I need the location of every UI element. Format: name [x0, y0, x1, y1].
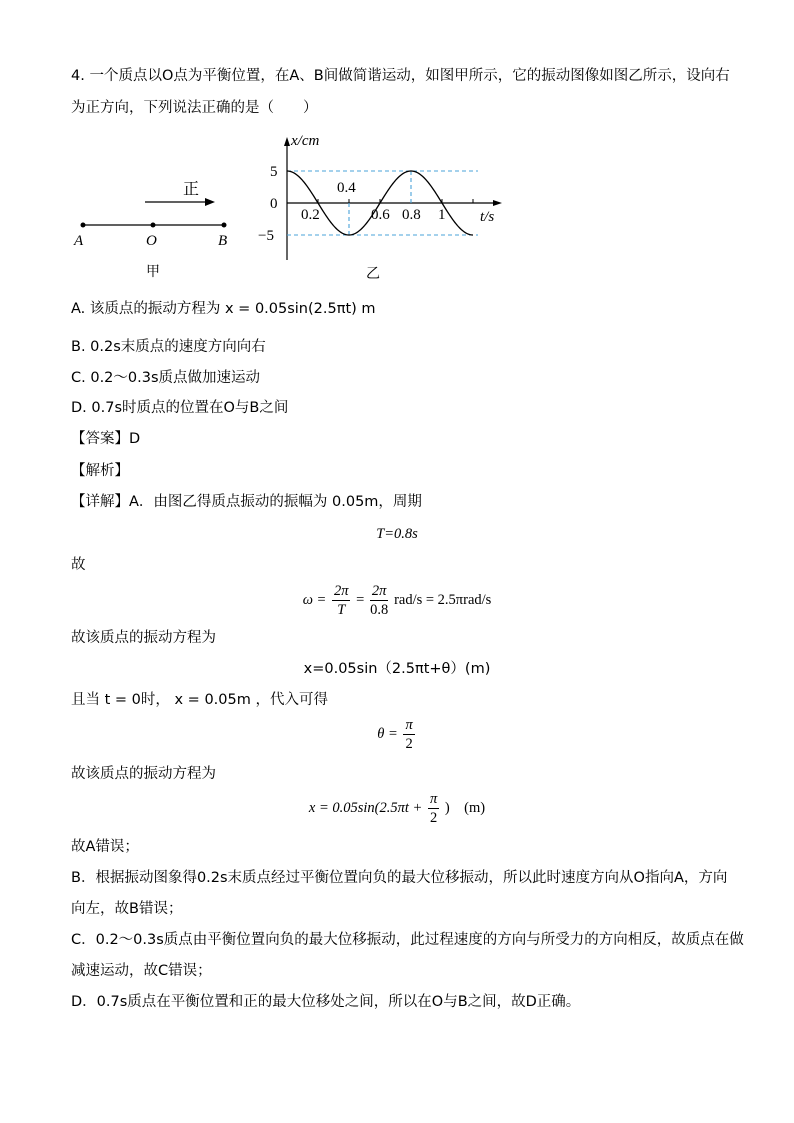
figure-yi-caption: 乙: [366, 266, 380, 282]
y-axis-label: x/cm: [291, 133, 320, 149]
point-o-label: O: [146, 233, 157, 249]
equation-1: x=0.05sin（2.5πt+θ）(m): [303, 661, 491, 677]
arrow-head: [205, 198, 215, 206]
theta-equation: [0, 716, 794, 762]
eq2-lhs: x = 0.05sin(2.5πt +: [308, 799, 423, 816]
point-o-dot: [151, 223, 156, 228]
option-d: D. 0.7s时质点的位置在O与B之间: [71, 400, 289, 416]
d-line: D．0.7s质点在平衡位置和正的最大位移处之间，所以在O与B之间，故D正确。: [71, 994, 581, 1010]
option-a: A. 该质点的振动方程为 x = 0.05sin(2.5πt) m: [71, 301, 376, 317]
y-tick-label-5: 5: [270, 164, 278, 180]
point-a-label: A: [74, 233, 84, 249]
figure-yi: [250, 128, 520, 288]
c-line-2: 减速运动，故C错误；: [71, 963, 212, 979]
figure-jia-svg: [70, 170, 250, 285]
analysis-title: 【解析】: [71, 463, 129, 479]
answer: 【答案】D: [71, 431, 141, 447]
x-tick-label-0.4: 0.4: [337, 180, 356, 196]
y-tick-label-0: 0: [270, 196, 278, 212]
omega-lhs: ω =: [302, 591, 327, 608]
x-tick-label-0.6: 0.6: [371, 207, 390, 223]
period-text: T=0.8s: [376, 526, 418, 542]
eq2-frac: $\frac{\pi}{2}$: [429, 791, 438, 826]
c-line-1: C．0.2～0.3s质点由平衡位置向负的最大位移振动，此过程速度的方向与所受力的方向相反，故质点在做: [71, 932, 744, 948]
condition-line: 且当 t = 0时， x = 0.05m ，代入可得: [71, 692, 328, 708]
x-tick-label-1: 1: [438, 207, 446, 223]
detail-gu-2: 故该质点的振动方程为: [71, 630, 216, 646]
omega-frac-1: $\frac{2\pi}{T}$: [333, 583, 349, 618]
period-equation: [0, 523, 794, 545]
b-line-2: 向左，故B错误；: [71, 901, 183, 917]
b-line-1: B．根据振动图象得0.2s末质点经过平衡位置向负的最大位移振动，所以此时速度方向从O指向A，方向: [71, 870, 728, 886]
omega-equation: ω = $\frac{2\pi}{T}$ = $\frac{2\pi}{0.8}$ rad/s = 2.5πrad/s: [302, 583, 492, 618]
question-line-2: 为正方向，下列说法正确的是（ ）: [71, 100, 318, 116]
question-line-1: 4. 一个质点以O点为平衡位置，在A、B间做简谐运动，如图甲所示，它的振动图像如图乙所示，设向右: [71, 68, 730, 84]
detail-line-1: 【详解】A．由图乙得质点振动的振幅为 0.05m，周期: [71, 494, 422, 510]
arrow-label: 正: [183, 179, 200, 198]
theta-frac: $\frac{\pi}{2}$: [405, 717, 413, 752]
point-b-label: B: [218, 233, 228, 249]
option-b: B. 0.2s末质点的速度方向向右: [71, 339, 266, 355]
point-a-dot: [81, 223, 86, 228]
option-c: C. 0.2～0.3s质点做加速运动: [71, 370, 261, 386]
vibration-graph: [250, 128, 520, 288]
y-tick-label-neg5: −5: [258, 228, 274, 244]
figure-jia: [70, 170, 250, 285]
y-axis-arrow: [284, 137, 290, 146]
figure-jia-caption: 甲: [146, 264, 160, 280]
omega-frac-2: $\frac{2\pi}{0.8}$: [370, 583, 389, 618]
theta-lhs: θ =: [377, 725, 398, 742]
detail-gu-3: 故该质点的振动方程为: [71, 766, 216, 782]
x-tick-label-0.8: 0.8: [402, 207, 421, 223]
a-wrong: 故A错误；: [71, 839, 139, 855]
x-axis-arrow: [493, 200, 502, 206]
detail-gu-1: 故: [71, 557, 86, 573]
eq2-rhs: ) (m): [444, 799, 486, 816]
equation-2: [0, 790, 794, 836]
omega-rhs: rad/s = 2.5πrad/s: [394, 591, 492, 608]
x-tick-label-0.2: 0.2: [301, 207, 320, 223]
point-b-dot: [222, 223, 227, 228]
x-axis-label: t/s: [480, 209, 495, 225]
